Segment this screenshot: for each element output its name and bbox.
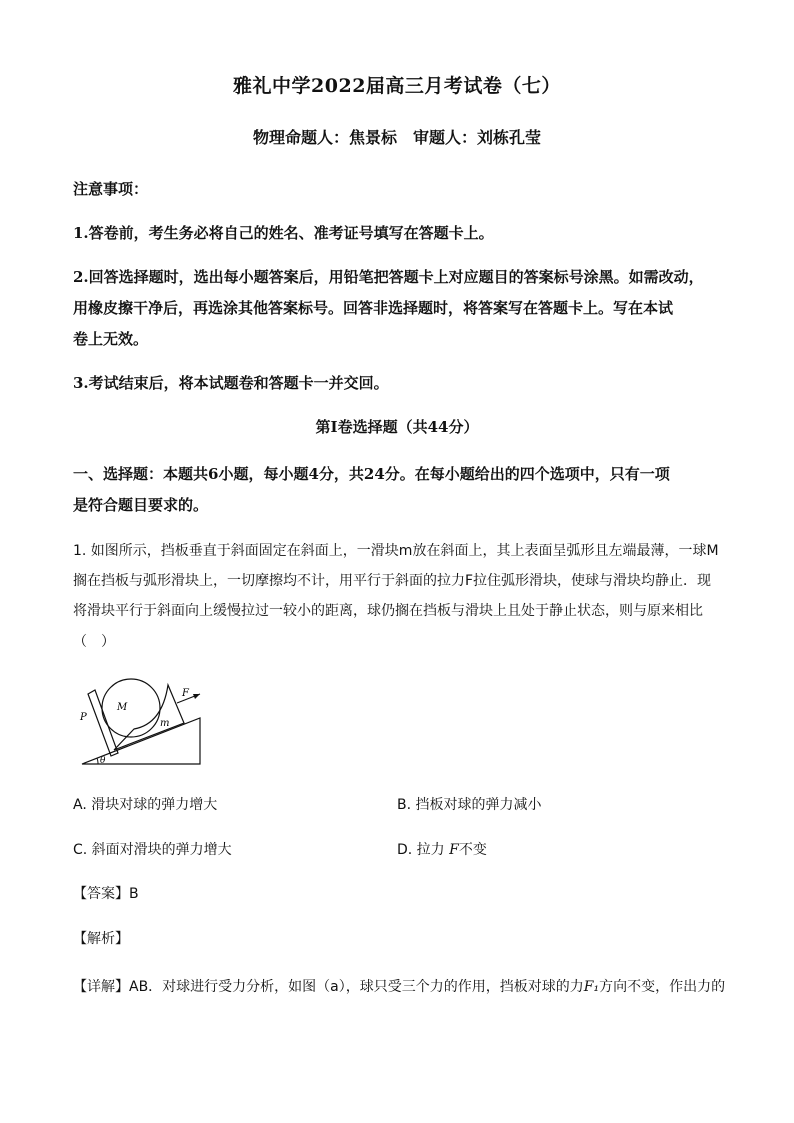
option-a: A. 滑块对球的弹力增大 [73, 797, 218, 813]
page-title: 雅礼中学2022届高三月考试卷（七） [233, 75, 561, 97]
question-1-blank: （ ） [73, 634, 115, 650]
section-intro-line-2: 是符合题目要求的。 [73, 496, 209, 514]
force-arrowhead [193, 694, 200, 699]
option-c: C. 斜面对滑块的弹力增大 [73, 842, 232, 858]
answer-line: 【答案】B [73, 886, 139, 902]
angle-arc [97, 758, 98, 764]
ball [102, 679, 160, 737]
curved-block [114, 685, 184, 750]
question-1-line-2: 搁在挡板与弧形滑块上，一切摩擦均不计，用平行于斜面的拉力F拉住弧形滑块，使球与滑块均静止．现 [73, 573, 712, 589]
notice-item-3: 3.考试结束后，将本试题卷和答题卡一并交回。 [73, 374, 389, 392]
incline-figure [76, 670, 206, 770]
section-title: 第Ⅰ卷选择题（共44分） [315, 418, 479, 436]
analysis-heading: 【解析】 [73, 931, 129, 947]
notice-item-1: 1.答卷前，考生务必将自己的姓名、准考证号填写在答题卡上。 [73, 224, 494, 242]
notice-item-2-line-1: 2.回答选择题时，选出每小题答案后，用铅笔把答题卡上对应题目的答案标号涂黑。如需改动， [73, 268, 704, 286]
page-subtitle: 物理命题人：焦景标 审题人：刘栋孔莹 [252, 128, 541, 147]
notice-item-2-line-2: 用橡皮擦干净后，再选涂其他答案标号。回答非选择题时，将答案写在答题卡上。写在本试 [73, 299, 674, 317]
option-b: B. 挡板对球的弹力减小 [397, 797, 542, 813]
label-ball-m: M [117, 702, 128, 713]
question-1-line-1: 1. 如图所示，挡板垂直于斜面固定在斜面上，一滑块m放在斜面上，其上表面呈弧形且左端最薄，一球M [73, 543, 719, 559]
detail-text: 【详解】AB．对球进行受力分析，如图（a），球只受三个力的作用，挡板对球的力 [73, 979, 584, 995]
option-d-suffix: 不变 [458, 842, 487, 858]
option-d-prefix: D. 拉力 [397, 842, 445, 858]
detail-variable: F₁ [583, 979, 600, 995]
option-d [397, 839, 487, 859]
label-p: P [80, 712, 87, 723]
option-d-variable: F [449, 842, 459, 858]
label-angle-theta: θ [100, 756, 106, 766]
notice-heading: 注意事项： [73, 180, 149, 198]
notice-item-2-line-3: 卷上无效。 [73, 330, 149, 348]
label-block-m: m [160, 718, 170, 729]
label-force-f: F [182, 688, 189, 699]
detail-line [73, 976, 725, 996]
question-1-line-3: 将滑块平行于斜面向上缓慢拉过一较小的距离，球仍搁在挡板与滑块上且处于静止状态，则与原来相比 [73, 603, 703, 619]
section-intro-line-1: 一、选择题：本题共6小题，每小题4分，共24分。在每小题给出的四个选项中，只有一项 [73, 465, 670, 483]
detail-tail: 方向不变，作出力的 [599, 979, 726, 995]
